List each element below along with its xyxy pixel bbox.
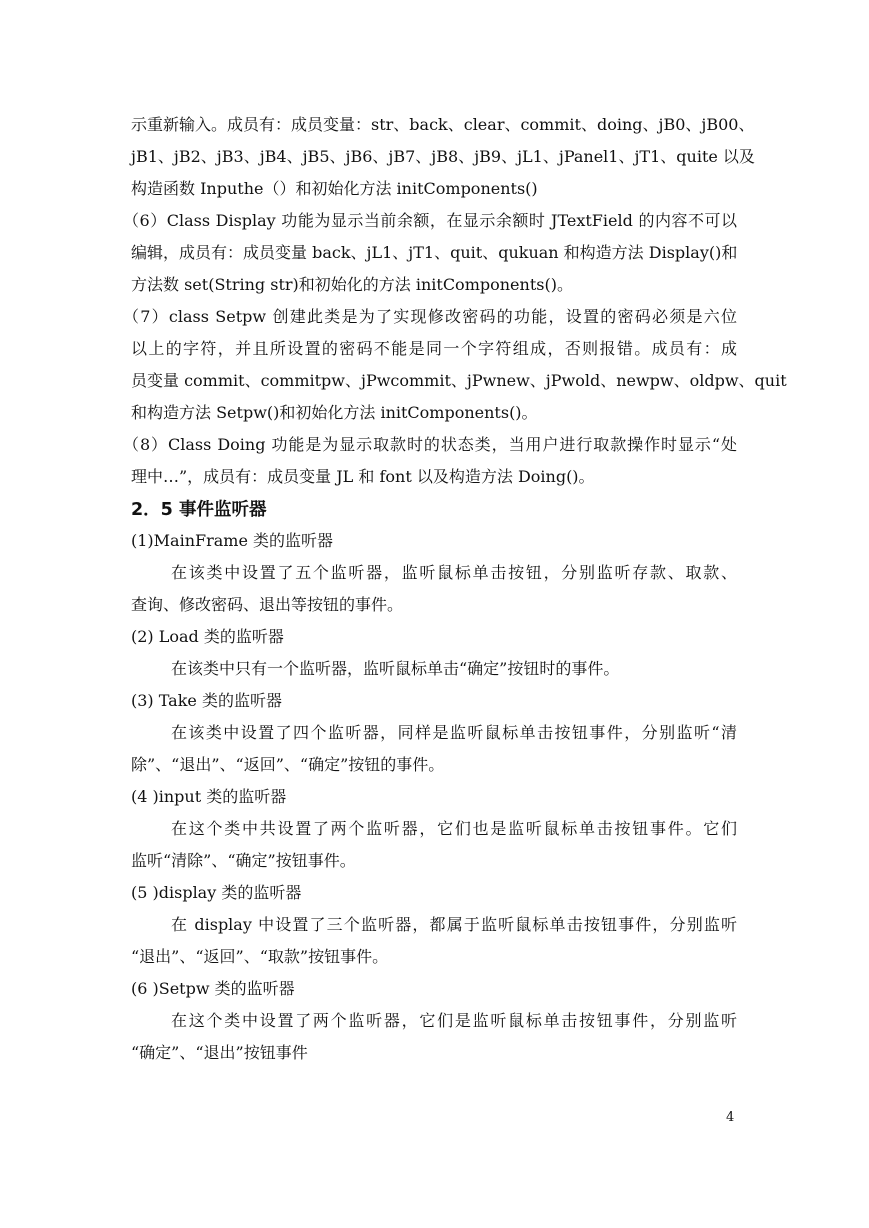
text-line: “确定”、“退出”按钮事件 <box>131 1043 308 1062</box>
text-line: jB1、jB2、jB3、jB4、jB5、jB6、jB7、jB8、jB9、jL1、jPanel1、jT1、quite 以及 <box>131 147 755 166</box>
text-line: 在该类中设置了五个监听器，监听鼠标单击按钮，分别监听存款、取款、 <box>171 563 737 582</box>
text-line: 在这个类中共设置了两个监听器，它们也是监听鼠标单击按钮事件。它们 <box>171 819 737 838</box>
text-line: 除”、“退出”、“返回”、“确定”按钮的事件。 <box>131 755 445 774</box>
text-line: 监听“清除”、“确定”按钮事件。 <box>131 851 356 870</box>
text-line: 编辑，成员有：成员变量 back、jL1、jT1、quit、qukuan 和构造方法 Display()和 <box>131 243 738 262</box>
listener-title: (2) Load 类的监听器 <box>131 627 284 646</box>
text-line: 以上的字符，并且所设置的密码不能是同一个字符组成，否则报错。成员有：成 <box>131 339 737 358</box>
page-number: 4 <box>726 1110 735 1125</box>
text-line: （6）Class Display 功能为显示当前余额，在显示余额时 JTextField 的内容不可以 <box>123 211 737 230</box>
listener-title: (4 )input 类的监听器 <box>131 787 287 806</box>
text-line: 员变量 commit、commitpw、jPwcommit、jPwnew、jPwold、newpw、oldpw、quit <box>131 371 787 390</box>
text-line: （7）class Setpw 创建此类是为了实现修改密码的功能，设置的密码必须是六位 <box>123 307 737 326</box>
text-line: 方法数 set(String str)和初始化的方法 initComponents()。 <box>131 275 573 294</box>
text-line: 示重新输入。成员有：成员变量：str、back、clear、commit、doing、jB0、jB00、 <box>131 115 755 134</box>
text-line: 在该类中只有一个监听器，监听鼠标单击“确定”按钮时的事件。 <box>171 659 620 678</box>
text-line: 查询、修改密码、退出等按钮的事件。 <box>131 595 404 614</box>
text-line: 在这个类中设置了两个监听器，它们是监听鼠标单击按钮事件，分别监听 <box>171 1011 737 1030</box>
text-line: （8）Class Doing 功能是为显示取款时的状态类，当用户进行取款操作时显示“处 <box>123 435 737 454</box>
listener-title: (1)MainFrame 类的监听器 <box>131 531 334 550</box>
text-line: 在该类中设置了四个监听器，同样是监听鼠标单击按钮事件，分别监听“清 <box>171 723 737 742</box>
text-line: 在 display 中设置了三个监听器，都属于监听鼠标单击按钮事件，分别监听 <box>171 915 737 934</box>
section-heading: 2．5 事件监听器 <box>131 500 267 520</box>
text-line: “退出”、“返回”、“取款”按钮事件。 <box>131 947 389 966</box>
listener-title: (5 )display 类的监听器 <box>131 883 302 902</box>
text-line: 构造函数 Inputhe（）和初始化方法 initComponents() <box>131 179 538 198</box>
text-line: 和构造方法 Setpw()和初始化方法 initComponents()。 <box>131 403 538 422</box>
listener-title: (3) Take 类的监听器 <box>131 691 282 710</box>
text-line: 理中…”，成员有：成员变量 JL 和 font 以及构造方法 Doing()。 <box>131 467 595 486</box>
listener-title: (6 )Setpw 类的监听器 <box>131 979 295 998</box>
